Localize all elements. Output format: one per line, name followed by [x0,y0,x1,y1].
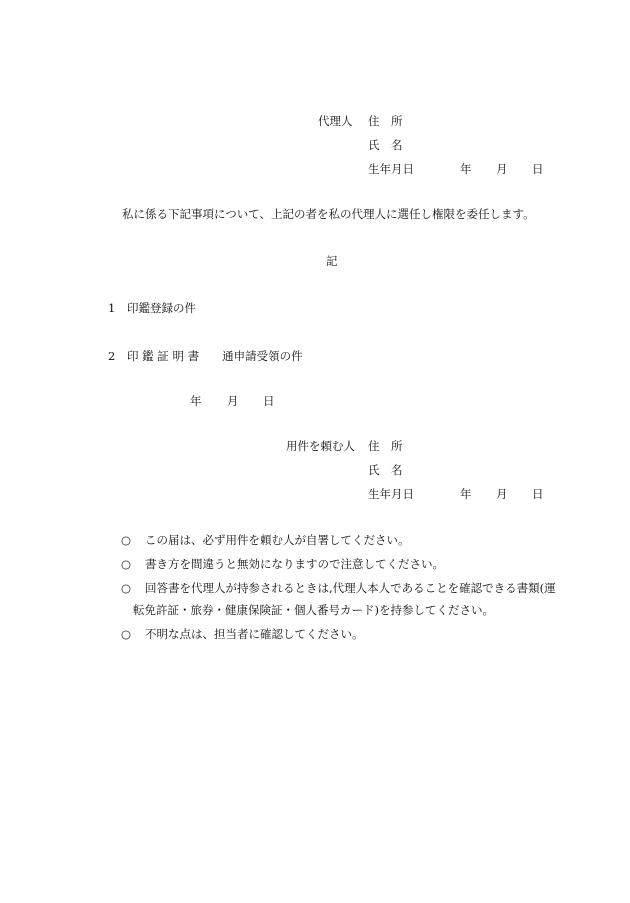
item-2-number: 2 [108,349,116,363]
note-4-text: 不明な点は、担当者に確認してください。 [145,627,364,641]
agent-birth-month: 月 [496,162,508,176]
date-day: 日 [263,394,275,408]
note-3 [121,583,556,595]
requester-label: 用件を頼む人 [286,439,355,453]
requester-birth-label: 生年月日 [368,487,414,501]
item-1-text: 印鑑登録の件 [127,301,196,315]
requester-name-label: 氏 名 [368,463,403,477]
requester-birth-year: 年 [460,487,472,501]
agent-birth-year: 年 [460,162,472,176]
note-2-text: 書き方を間違うと無効になりますので注意してください。 [145,557,444,571]
note-2 [121,559,444,571]
requester-address-label: 住 所 [368,439,403,453]
agent-birth-label: 生年月日 [368,162,414,176]
note-1 [121,535,410,547]
circle-bullet-icon: ○ [121,627,132,641]
circle-bullet-icon: ○ [121,533,132,547]
note-1-text: この届は、必ず用件を頼む人が自署してください。 [145,533,410,547]
agent-address-label: 住 所 [368,114,403,128]
circle-bullet-icon: ○ [121,581,132,595]
date-month: 月 [227,394,239,408]
agent-name-label: 氏 名 [368,138,403,152]
agent-label: 代理人 [318,114,353,128]
ki-heading: 記 [326,254,338,268]
requester-birth-day: 日 [532,487,544,501]
note-3-text-line2: 転免許証・旅券・健康保険証・個人番号カード)を持参してください。 [133,603,494,617]
circle-bullet-icon: ○ [121,557,132,571]
note-4 [121,629,364,641]
requester-birth-month: 月 [496,487,508,501]
note-3-text-line1: 回答書を代理人が持参されるときは,代理人本人であることを確認できる書類(運 [145,581,556,595]
item-1-number: 1 [108,301,116,315]
delegation-statement: 私に係る下記事項について、上記の者を私の代理人に選任し権限を委任します。 [122,207,535,221]
date-year: 年 [190,394,202,408]
agent-birth-day: 日 [532,162,544,176]
item-2-text: 印 鑑 証 明 書 通申請受領の件 [127,349,303,363]
